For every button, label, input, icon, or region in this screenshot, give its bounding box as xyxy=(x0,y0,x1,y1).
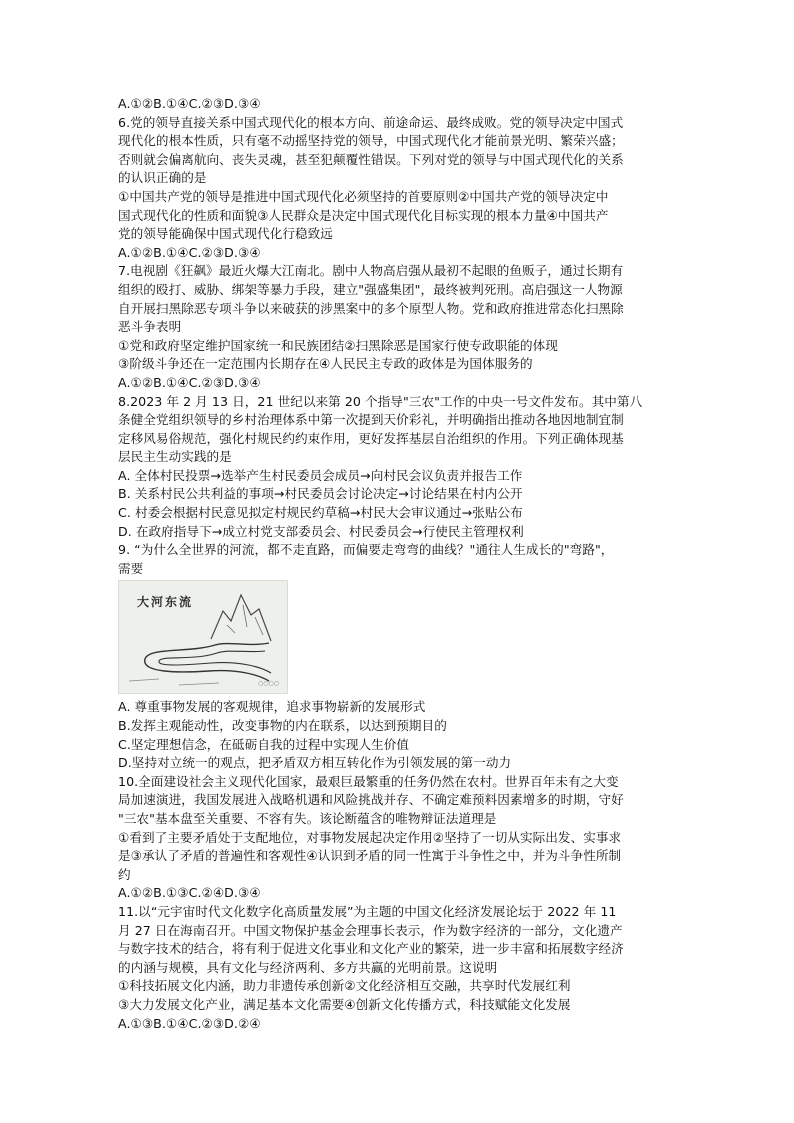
text-line: 党的领导能确保中国式现代化行稳致远 xyxy=(118,226,333,242)
text-block-top xyxy=(118,95,684,578)
text-line: 约 xyxy=(118,866,131,882)
text-line: ③阶级斗争还在一定范围内长期存在④人民民主专政的政体是为国体服务的 xyxy=(118,356,533,372)
river-bank-outer xyxy=(145,643,269,681)
text-line: 8.2023 年 2 月 13 日，21 世纪以来第 20 个指导"三农"工作的中央一号文件发布。其中第八 xyxy=(118,393,643,409)
text-line: 自开展扫黑除恶专项斗争以来破获的涉黑案中的多个原型人物。党和政府推进常态化扫黑除 xyxy=(118,300,624,316)
river-painting-figure xyxy=(118,580,288,694)
river-bank-inner xyxy=(159,651,271,673)
text-line: 恶斗争表明 xyxy=(118,319,182,335)
text-line: 否则就会偏离航向、丧失灵魂，甚至犯颠覆性错误。下列对党的领导与中国式现代化的关系 xyxy=(118,151,624,167)
text-line: 的内涵与规模，具有文化与经济两利、多方共赢的光明前景。这说明 xyxy=(118,959,498,975)
text-line: A.①②B.①④C.②③D.③④ xyxy=(118,96,261,111)
text-line: A.①③B.①④C.②③D.②④ xyxy=(118,1015,261,1031)
text-block-bottom xyxy=(118,698,684,1033)
text-line: ①科技拓展文化内涵，助力非遗传承创新②文化经济相互交融，共享时代发展红利 xyxy=(118,978,571,994)
text-line: B.发挥主观能动性，改变事物的内在联系，以达到预期目的 xyxy=(118,718,447,734)
text-line: 6.党的领导直接关系中国式现代化的根本方向、前途命运、最终成败。党的领导决定中国式 xyxy=(118,114,624,130)
text-line: ①党和政府坚定维护国家统一和民族团结②扫黑除恶是国家行使专政职能的体现 xyxy=(118,337,558,353)
text-line: ①中国共产党的领导是推进中国式现代化必须坚持的首要原则②中国共产党的领导决定中 xyxy=(118,188,609,204)
text-line: 的认识正确的是 xyxy=(118,170,207,186)
text-line: 11.以“元宇宙时代文化数字化高质量发展”为主题的中国文化经济发展论坛于 2022 年 11 xyxy=(118,903,617,919)
text-line: B. 关系村民公共利益的事项→村民委员会讨论决定→讨论结果在村内公开 xyxy=(118,486,523,502)
text-line: A.①②B.①③C.②④D.③④ xyxy=(118,885,261,901)
text-line: 组织的殴打、威胁、绑架等暴力手段，建立"强盛集团"，最终被判死刑。高启强这一人物源 xyxy=(118,281,623,297)
text-line: 7.电视剧《狂飙》最近火爆大江南北。剧中人物高启强从最初不起眼的鱼贩子，通过长期有 xyxy=(118,263,624,279)
text-line: D.坚持对立统一的观点，把矛盾双方相互转化作为引领发展的第一动力 xyxy=(118,755,512,771)
figure-title: 大河东流 xyxy=(137,595,194,610)
text-line: "三农"基本盘至关重要、不容有失。该论断蕴含的唯物辩证法道理是 xyxy=(118,811,497,826)
text-line: 层民主生动实践的是 xyxy=(118,449,232,465)
text-line: C. 村委会根据村民意见拟定村规民约草稿→村民大会审议通过→张贴公布 xyxy=(118,505,523,521)
text-line: 10.全面建设社会主义现代化国家，最艰巨最繁重的任务仍然在农村。世界百年未有之大变 xyxy=(118,773,619,789)
document-page xyxy=(118,95,684,1033)
text-line: 定移风易俗规范，强化村规民约约束作用，更好发挥基层自治组织的作用。下列正确体现基 xyxy=(118,430,624,446)
text-line: 是③承认了矛盾的普遍性和客观性④认识到矛盾的同一性寓于斗争性之中，并为斗争性所制 xyxy=(118,848,622,864)
text-line: 局加速演进，我国发展进入战略机遇和风险挑战并存、不确定难预料因素增多的时期，守好 xyxy=(118,792,624,808)
text-line: 需要 xyxy=(118,560,144,576)
text-line: 国式现代化的性质和面貌③人民群众是决定中国式现代化目标实现的根本力量④中国共产 xyxy=(118,207,609,223)
figure-seal: ○○○○ xyxy=(258,680,279,688)
text-line: 月 27 日在海南召开。中国文物保护基金会理事长表示，作为数字经济的一部分，文化遗产 xyxy=(118,922,623,938)
text-line: ③大力发展文化产业，满足基本文化需要④创新文化传播方式，科技赋能文化发展 xyxy=(118,996,571,1012)
text-line: A.①②B.①④C.②③D.③④ xyxy=(118,244,261,260)
text-line: C.坚定理想信念，在砥砺自我的过程中实现人生价值 xyxy=(118,736,410,752)
ground-lines xyxy=(129,679,219,685)
text-line: D. 在政府指导下→成立村党支部委员会、村民委员会→行使民主管理权利 xyxy=(118,523,524,539)
text-line: 条健全党组织领导的乡村治理体系中第一次提到天价彩礼，并明确指出推动各地因地制宜制 xyxy=(118,412,624,428)
text-line: 9. “为什么全世界的河流，都不走直路，而偏要走弯弯的曲线？"通往人生成长的"弯路"， xyxy=(118,542,614,558)
text-line: 现代化的根本性质，只有毫不动摇坚持党的领导，中国式现代化才能前景光明、繁荣兴盛； xyxy=(118,133,624,149)
text-line: A. 尊重事物发展的客观规律，追求事物崭新的发展形式 xyxy=(118,699,426,715)
text-line: A.①②B.①④C.②③D.③④ xyxy=(118,374,261,390)
text-line: A. 全体村民投票→选举产生村民委员会成员→向村民会议负责并报告工作 xyxy=(118,467,523,483)
mountain-outline xyxy=(211,595,271,641)
text-line: 与数字技术的结合，将有利于促进文化事业和文化产业的繁荣，进一步丰富和拓展数字经济 xyxy=(118,941,624,957)
text-line: ①看到了主要矛盾处于支配地位，对事物发展起决定作用②坚持了一切从实际出发、实事求 xyxy=(118,829,622,845)
